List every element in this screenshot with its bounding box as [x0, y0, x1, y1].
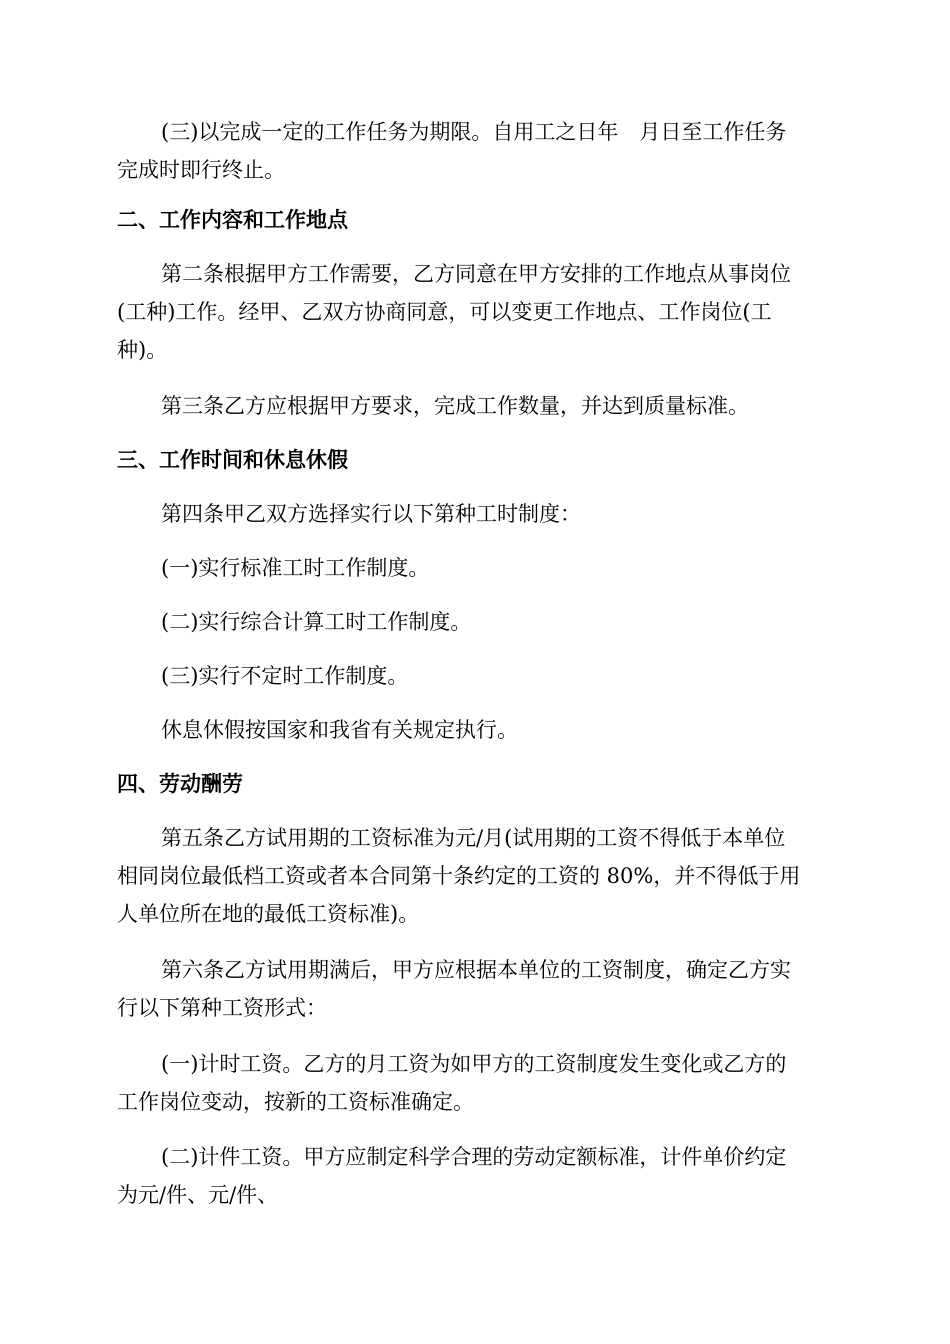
- paragraph-article-6: [117, 951, 833, 1027]
- text-line: 行以下第种工资形式：: [117, 996, 327, 1020]
- section-heading-remuneration: 四、劳动酬劳: [117, 772, 243, 796]
- text-line: 种)。: [117, 338, 168, 362]
- paragraph-article-2: [117, 255, 833, 369]
- paragraph-article-5: [117, 819, 833, 933]
- text-line: (二)计件工资。甲方应制定科学合理的劳动定额标准，计件单价约定: [161, 1145, 787, 1169]
- list-item-flexible-hours: (三)实行不定时工作制度。: [161, 664, 409, 688]
- text-line: 第二条根据甲方工作需要，乙方同意在甲方安排的工作地点从事岗位: [161, 262, 791, 286]
- text-line: 工作岗位变动，按新的工资标准确定。: [117, 1090, 474, 1114]
- text-line: (三)以完成一定的工作任务为期限。自用工之日年 月日至工作任务: [161, 120, 787, 144]
- text-line: 完成时即行终止。: [117, 158, 285, 182]
- paragraph-term-task: [117, 113, 833, 189]
- section-heading-work-content: 二、工作内容和工作地点: [117, 208, 348, 232]
- text-line: (一)计时工资。乙方的月工资为如甲方的工资制度发生变化或乙方的: [161, 1052, 787, 1076]
- paragraph-article-3: 第三条乙方应根据甲方要求，完成工作数量，并达到质量标准。: [161, 394, 749, 418]
- text-line: 人单位所在地的最低工资标准)。: [117, 902, 420, 926]
- text-line: 第五条乙方试用期的工资标准为元/月(试用期的工资不得低于本单位: [161, 826, 786, 850]
- section-heading-work-time: 三、工作时间和休息休假: [117, 448, 348, 472]
- list-item-time-wage: [117, 1045, 833, 1121]
- text-line: 相同岗位最低档工资或者本合同第十条约定的工资的 80%，并不得低于用: [117, 864, 801, 888]
- list-item-comprehensive-hours: (二)实行综合计算工时工作制度。: [161, 610, 472, 634]
- list-item-standard-hours: (一)实行标准工时工作制度。: [161, 556, 430, 580]
- paragraph-article-4: 第四条甲乙双方选择实行以下第种工时制度：: [161, 502, 581, 526]
- list-item-piece-wage: [117, 1138, 833, 1214]
- text-line: (工种)工作。经甲、乙双方协商同意，可以变更工作地点、工作岗位(工: [117, 300, 772, 324]
- text-line: 为元/件、元/件、: [117, 1183, 279, 1207]
- text-line: 第六条乙方试用期满后，甲方应根据本单位的工资制度，确定乙方实: [161, 958, 791, 982]
- paragraph-rest-vacation: 休息休假按国家和我省有关规定执行。: [161, 718, 518, 742]
